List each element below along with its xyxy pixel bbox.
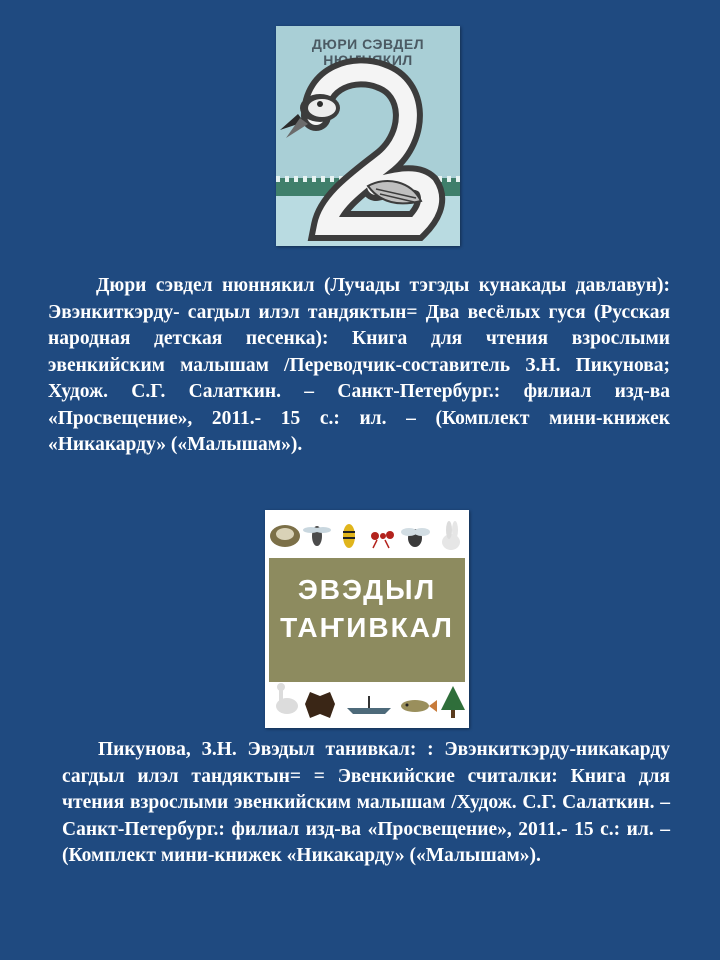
nest-icon [270,525,300,547]
tree-icon [441,686,465,718]
boat-icon [347,696,391,714]
fly-icon [303,526,331,546]
goose-icon [276,683,298,714]
book2-cover [265,510,469,728]
ant-icon [371,531,394,548]
cover-icons-layer [265,510,469,728]
goose-illustration [276,26,460,246]
book2-cover-title-line2: ТАҤИВКАЛ [280,612,454,643]
book2-description: Пикунова, З.Н. Эвэдыл танивкал: : Эвэнкиткэрду-никакарду сагдыл илэл тандяктын= = Эвенкийские считалки: Книга для чтения взрослыми эвенкийским малышам /Худож. С.Г. Салаткин. – Санкт-Петербург.: филиал изд-ва «Просвещение», 2011.- 15 с.: ил. – (Комплект мини-книжек «Никакарду» («Малышам»). [62,739,670,866]
book1-description: Дюри сэвдел нюннякил (Лучады тэгэды кунакады давлавун): Эвэнкиткэрду- сагдыл илэл тандяктын= Два весёлых гуся (Русская народная детская песенка): Книга для чтения взрослыми эвенкийским малышам /Переводчик-составитель З.Н. Пикунова; Худож. С.Г. Салаткин. – Санкт-Петербург.: филиал изд-ва «Просвещение», 2011.- 15 с.: ил. – (Комплект мини-книжек «Никакарду» («Малышам»). [48,275,670,455]
pelt-icon [305,692,335,718]
book1-cover-title: ДЮРИ СЭВДЕЛ НЮҤНЯКИЛ [311,36,425,68]
book2-cover-title-line1: ЭВЭДЫЛ [297,574,437,605]
book1-cover [276,26,460,246]
wasp-icon [343,524,355,548]
hare-icon [442,521,460,550]
housefly-icon [401,528,430,547]
fish-icon [401,700,437,712]
